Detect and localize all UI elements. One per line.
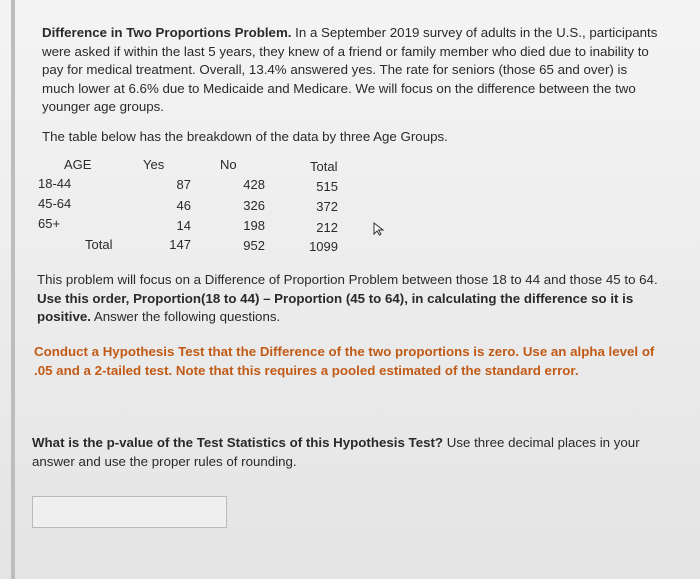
cell-no: 326 <box>243 198 265 213</box>
focus-text: This problem will focus on a Difference of Proportion Problem between those 18 to 44 and those 45 to 64. <box>37 272 658 287</box>
cell-total: 372 <box>316 199 338 214</box>
focus-order-instruction: Use this order, Proportion(18 to 44) – Proportion (45 to 64), in calculating the difference so it is positive. <box>37 290 634 325</box>
mouse-pointer-icon <box>373 222 385 236</box>
focus-paragraph <box>37 271 667 327</box>
row-label: 18-44 <box>38 176 72 191</box>
header-yes: Yes <box>143 157 165 172</box>
intro-paragraph <box>42 24 662 117</box>
cell-total: 212 <box>316 220 338 235</box>
cell-total: 515 <box>316 179 338 194</box>
cell-no: 428 <box>243 177 265 192</box>
cell-no: 198 <box>243 218 265 233</box>
intro-text: In a September 2019 survey of adults in the U.S., participants were asked if within the last 5 years, they knew of a friend or family member who died due to inability to pay for medical treatment. Overall, 13.4% answered yes. The rate for seniors (those 65 and over) is much lower at 6.6% due to Medicaide and Medicare. We will focus on the difference between the two younger age groups. <box>42 25 658 115</box>
header-age: AGE <box>64 157 92 172</box>
answer-input[interactable] <box>32 496 227 528</box>
header-total: Total <box>310 159 338 174</box>
row-label: 45-64 <box>38 196 72 211</box>
question-instructions: Use three decimal places in your answer and use the proper rules of rounding. <box>32 435 640 469</box>
cell-yes: 46 <box>176 198 191 213</box>
total-yes: 147 <box>169 237 191 252</box>
table-intro: The table below has the breakdown of the data by three Age Groups. <box>42 129 448 144</box>
hypothesis-instruction: Conduct a Hypothesis Test that the Difference of the two proportions is zero. Use an alpha level of .05 and a 2-tailed test. Note that this requires a pooled estimated of the standard error. <box>34 344 655 378</box>
header-no: No <box>220 157 237 172</box>
row-label: 65+ <box>38 216 61 231</box>
question-paragraph <box>32 434 662 471</box>
intro-lead: Difference in Two Proportions Problem. <box>42 25 292 40</box>
total-total: 1099 <box>309 239 338 254</box>
cell-yes: 87 <box>176 177 191 192</box>
total-no: 952 <box>243 238 265 253</box>
total-row-label: Total <box>85 237 113 252</box>
question-text: What is the p-value of the Test Statistics of this Hypothesis Test? <box>32 435 444 450</box>
left-rule <box>11 0 15 579</box>
focus-tail: Answer the following questions. <box>93 309 281 325</box>
cell-yes: 14 <box>176 218 191 233</box>
